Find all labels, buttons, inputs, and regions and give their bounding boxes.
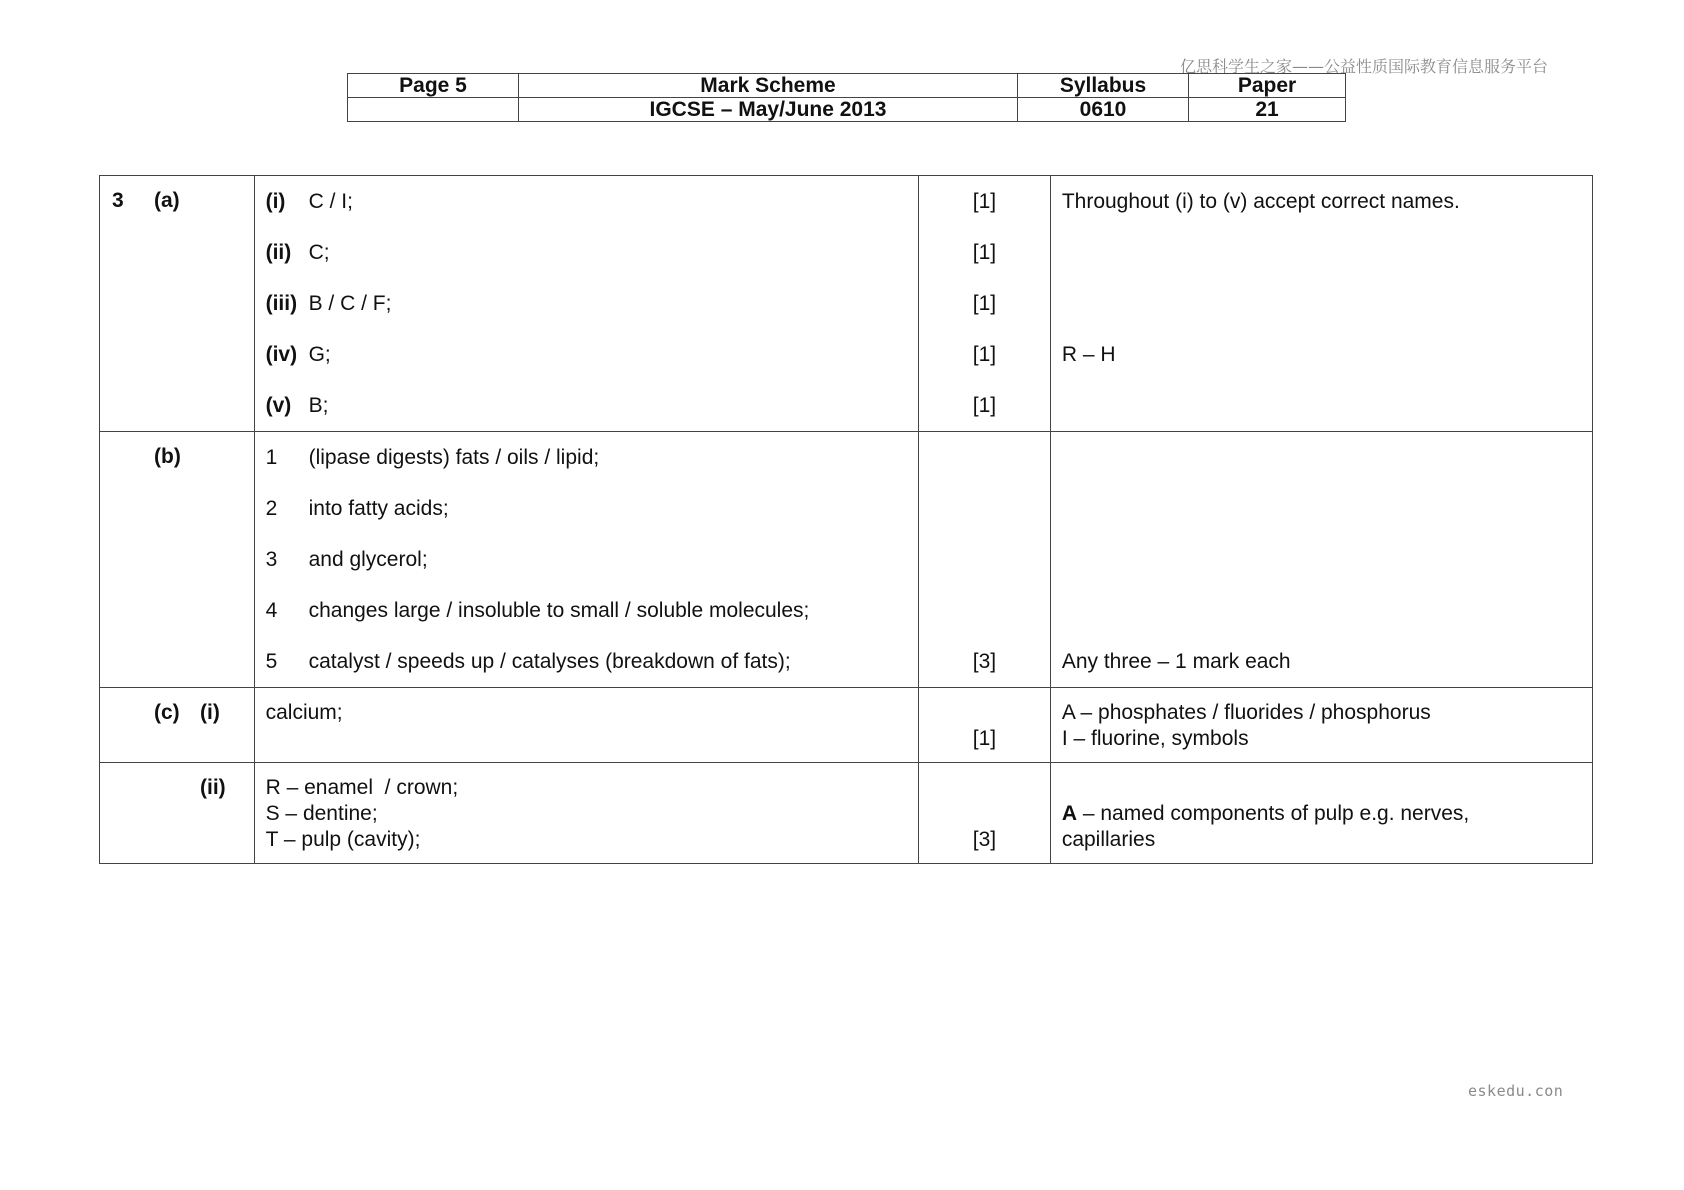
page-number: Page 5 [348, 74, 519, 98]
answer-line: (v) B; [265, 394, 329, 417]
question-subpart: (ii) [200, 776, 226, 799]
guidance-cell [1050, 176, 1592, 432]
answer-cell [254, 763, 918, 864]
guidance-note: Throughout (i) to (v) accept correct names. [1061, 190, 1460, 213]
mark-cell [919, 688, 1051, 763]
mark-cell [919, 432, 1051, 688]
answer-point: 2 into fatty acids; [265, 497, 449, 520]
guidance-note: A – phosphates / fluorides / phosphorus [1061, 701, 1431, 724]
paper-number: 21 [1189, 98, 1346, 122]
question-subpart: (i) [200, 701, 220, 724]
mark-cell [919, 176, 1051, 432]
watermark-top: 亿思科学生之家——公益性质国际教育信息服务平台 [1180, 57, 1549, 76]
question-number: 3 [112, 189, 124, 212]
paper-label: Paper [1189, 74, 1346, 98]
mark: [1] [972, 727, 997, 750]
watermark-bottom: eskedu.con [1468, 1082, 1564, 1100]
answer-cell [254, 432, 918, 688]
row-3a [100, 176, 1593, 432]
mark: [1] [972, 292, 997, 315]
mark: [1] [972, 394, 997, 417]
answer-line: R – enamel / crown; [265, 776, 459, 799]
row-3cii [100, 763, 1593, 864]
question-part: (a) [154, 189, 180, 212]
guidance-cell [1050, 432, 1592, 688]
question-part: (c) [154, 701, 180, 724]
answer-line: T – pulp (cavity); [265, 828, 421, 851]
guidance-cell [1050, 688, 1592, 763]
question-part: (b) [154, 445, 181, 468]
row-3ci [100, 688, 1593, 763]
answer-line: (i) C / I; [265, 190, 353, 213]
answer-point: 5 catalyst / speeds up / catalyses (breakdown of fats); [265, 650, 791, 673]
row-3b [100, 432, 1593, 688]
answer-cell [254, 176, 918, 432]
answer-point: 1 (lipase digests) fats / oils / lipid; [265, 446, 600, 469]
question-cell [100, 763, 255, 864]
exam-session: IGCSE – May/June 2013 [519, 98, 1018, 122]
guidance-note: I – fluorine, symbols [1061, 727, 1249, 750]
question-cell [100, 176, 255, 432]
mark: [1] [972, 190, 997, 213]
guidance-note: capillaries [1061, 828, 1156, 851]
answer-line: S – dentine; [265, 802, 378, 825]
mark: [1] [972, 241, 997, 264]
guidance-note: Any three – 1 mark each [1061, 650, 1291, 673]
question-cell [100, 432, 255, 688]
syllabus-label: Syllabus [1018, 74, 1189, 98]
syllabus-code: 0610 [1018, 98, 1189, 122]
mark-cell [919, 763, 1051, 864]
header-table [347, 73, 1346, 122]
guidance-cell [1050, 763, 1592, 864]
answer-line: (ii) C; [265, 241, 330, 264]
answer-text: calcium; [265, 701, 343, 724]
mark-scheme-title: Mark Scheme [519, 74, 1018, 98]
answer-cell [254, 688, 918, 763]
answer-point: 3 and glycerol; [265, 548, 428, 571]
mark: [3] [972, 828, 997, 851]
guidance-note: A – named components of pulp e.g. nerves, [1061, 802, 1470, 825]
question-cell [100, 688, 255, 763]
answer-line: (iii) B / C / F; [265, 292, 392, 315]
answer-line: (iv) G; [265, 343, 331, 366]
header-blank [348, 98, 519, 122]
mark: [3] [972, 650, 997, 673]
answer-point: 4 changes large / insoluble to small / soluble molecules; [265, 599, 810, 622]
mark: [1] [972, 343, 997, 366]
guidance-note: R – H [1061, 343, 1116, 366]
mark-scheme-table [99, 175, 1593, 864]
